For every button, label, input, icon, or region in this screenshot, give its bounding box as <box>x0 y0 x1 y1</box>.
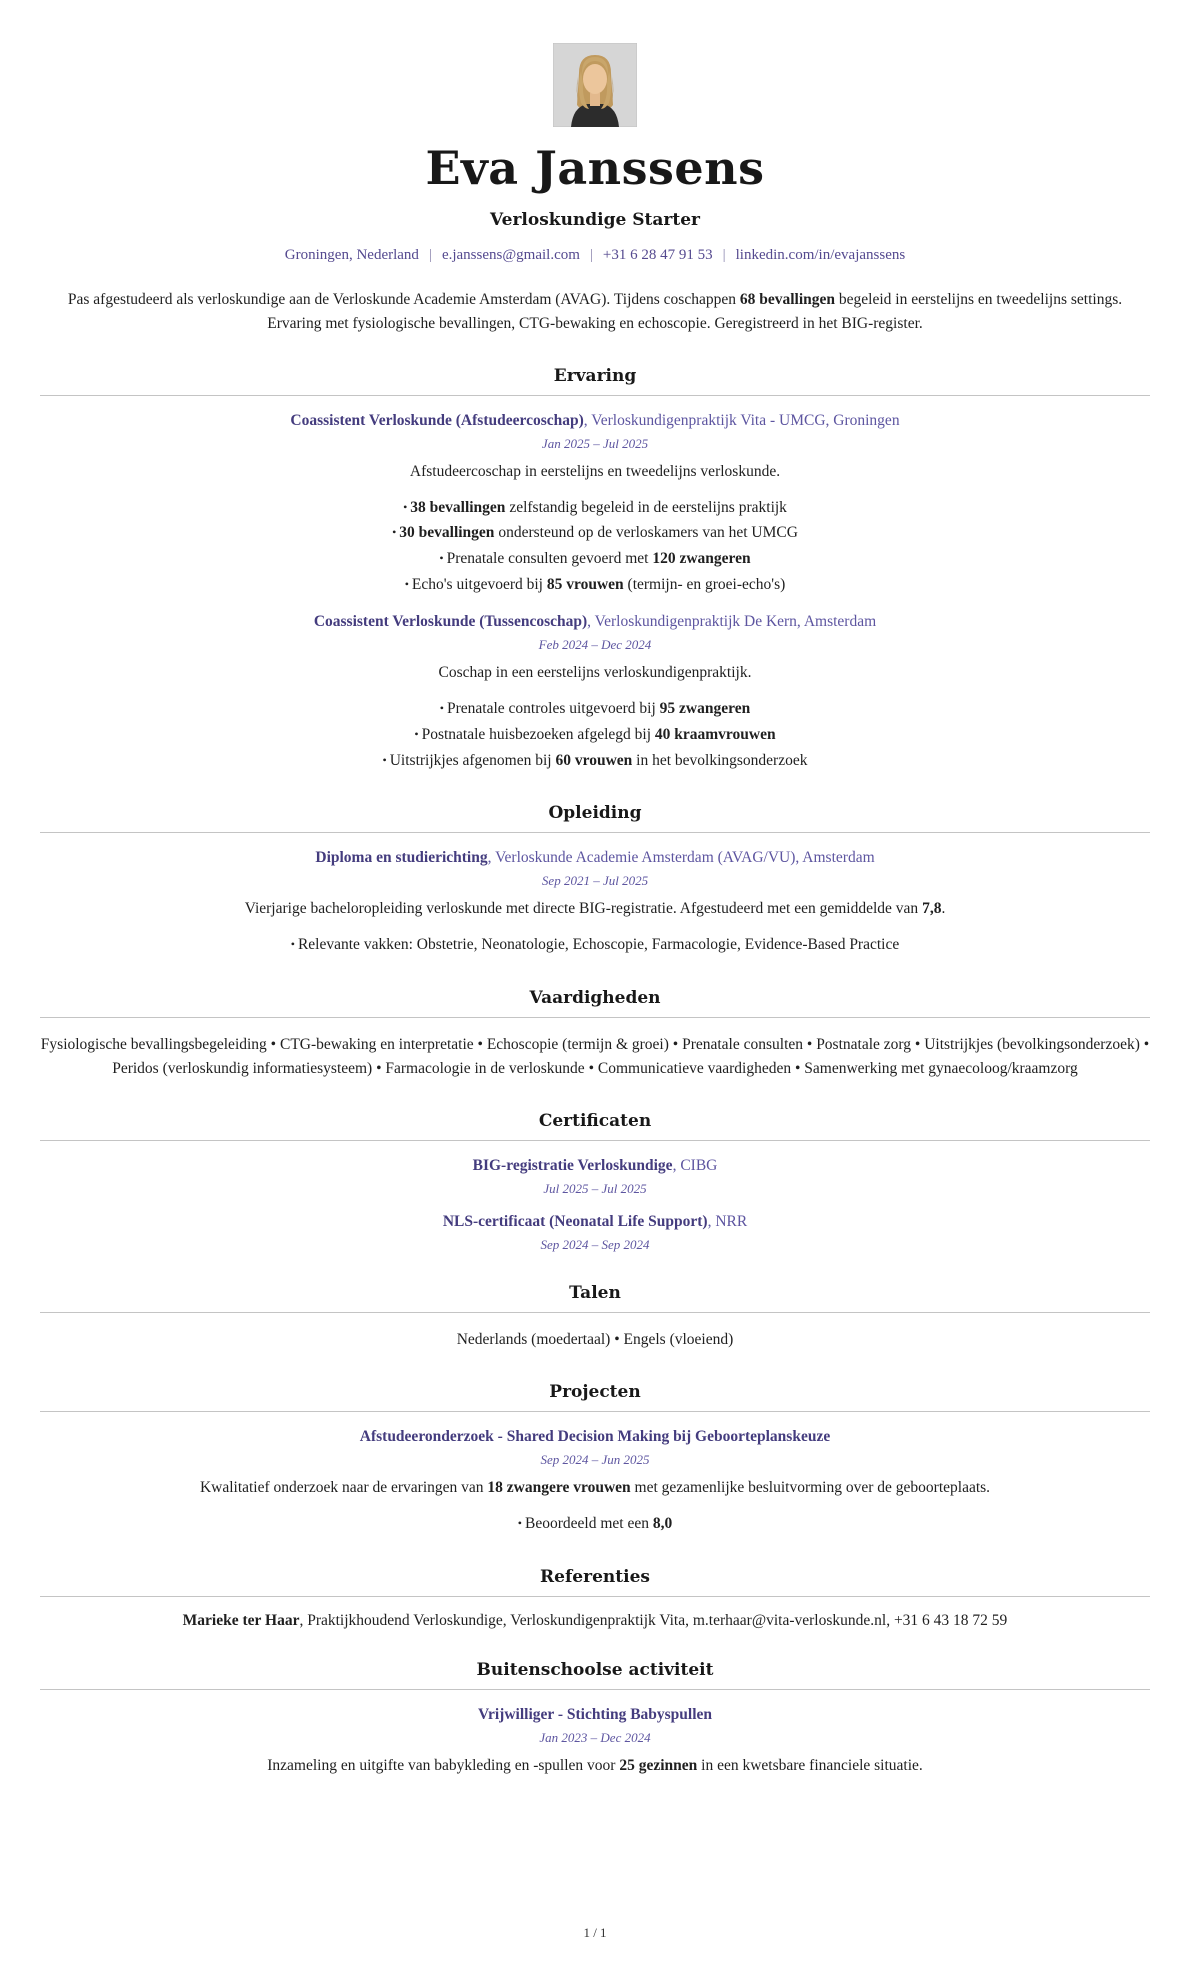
project-name: Afstudeeronderzoek - Shared Decision Making bij Geboorteplanskeuze <box>359 1427 831 1445</box>
bullet-highlight: 85 vrouwen <box>546 575 624 593</box>
section-divider <box>40 1140 1150 1141</box>
description-highlight: 18 zwangere vrouwen <box>487 1478 631 1496</box>
bullet-item <box>40 572 1150 598</box>
entry-dates: Jan 2023 – Dec 2024 <box>539 1729 651 1745</box>
section-heading: Opleiding <box>548 803 642 824</box>
description-text: in een kwetsbare financiele situatie. <box>697 1756 923 1774</box>
description-text: Vierjarige bacheloropleiding verloskunde met directe BIG-registratie. Afgestudeerd met een gemiddelde van <box>244 900 923 918</box>
entry-title-line <box>40 849 1150 867</box>
section-divider <box>40 832 1150 833</box>
section-heading: Projecten <box>549 1381 641 1402</box>
name-heading: Eva Janssens <box>425 141 765 195</box>
entry-description: Coschap in een eerstelijns verloskundigenpraktijk. <box>438 664 752 682</box>
section-heading: Vaardigheden <box>529 987 661 1008</box>
entry-description <box>40 1754 1150 1777</box>
bullet-item <box>40 748 1150 774</box>
entry-title-line <box>40 1706 1150 1724</box>
certificate-name: BIG-registratie Verloskundige <box>472 1156 673 1174</box>
description-text: Kwalitatief onderzoek naar de ervaringen van <box>199 1478 488 1496</box>
section-divider <box>40 1689 1150 1690</box>
skills-list: Fysiologische bevallingsbegeleiding • CTG-bewaking en interpretatie • Echoscopie (termijn & groei) • Prenatale consulten • Postnatale zorg • Uitstrijkjes (bevolkingsonderzoek) • Peridos (verloskundig informatiesysteem) • Farmacologie in de verloskunde • Communicatieve vaardigheden • Samenwerking met gynaecoloog/kraamzorg <box>40 1035 1150 1077</box>
activity-name: Vrijwilliger - Stichting Babyspullen <box>477 1705 713 1723</box>
section-divider <box>40 1596 1150 1597</box>
bullet-list <box>40 495 1150 597</box>
education-entry <box>40 849 1150 958</box>
bullet-highlight: 8,0 <box>652 1515 673 1533</box>
bullet-highlight: 40 kraamvrouwen <box>654 725 776 743</box>
section-divider <box>40 1017 1150 1018</box>
entry-company: , Verloskundigenpraktijk De Kern, Amsterdam <box>587 613 877 631</box>
reference-line <box>40 1612 1150 1630</box>
reference-name: Marieke ter Haar <box>182 1611 300 1629</box>
certificate-entry <box>40 1157 1150 1197</box>
languages-list: Nederlands (moedertaal) • Engels (vloeiend) <box>456 1330 734 1348</box>
section-buitenschools <box>40 1660 1150 1777</box>
bullet-highlight: 60 vrouwen <box>555 751 633 769</box>
section-heading: Talen <box>569 1282 621 1303</box>
entry-title-line <box>40 1213 1150 1231</box>
job-title: Verloskundige Starter <box>490 209 700 230</box>
bullet-text: Postnatale huisbezoeken afgelegd bij <box>421 725 655 743</box>
section-referenties <box>40 1567 1150 1630</box>
entry-description: Afstudeercoschap in eerstelijns en tweedelijns verloskunde. <box>409 462 781 480</box>
entry-dates: Jan 2025 – Jul 2025 <box>541 435 649 451</box>
entry-title-line <box>40 1428 1150 1446</box>
description-text: met gezamenlijke besluitvorming over de geboorteplaats. <box>630 1478 991 1496</box>
resume-page <box>0 43 1190 1965</box>
section-opleiding <box>40 803 1150 958</box>
section-heading: Certificaten <box>538 1110 652 1131</box>
bullet-item <box>40 722 1150 748</box>
section-talen <box>40 1283 1150 1352</box>
bullet-list <box>40 932 1150 958</box>
contact-separator: | <box>589 246 593 263</box>
section-vaardigheden <box>40 988 1150 1081</box>
entry-title-line <box>40 412 1150 430</box>
bullet-item <box>40 1511 1150 1537</box>
entry-title-line <box>40 1157 1150 1175</box>
entry-dates: Sep 2024 – Jun 2025 <box>540 1451 650 1467</box>
certificate-issuer: , CIBG <box>672 1156 718 1174</box>
contact-email[interactable]: e.janssens@gmail.com <box>441 246 580 263</box>
entry-dates: Sep 2024 – Sep 2024 <box>540 1236 650 1252</box>
bullet-item <box>40 495 1150 521</box>
bullet-item <box>40 696 1150 722</box>
activity-entry <box>40 1706 1150 1777</box>
bullet-list <box>40 696 1150 773</box>
section-divider <box>40 395 1150 396</box>
certificate-name: NLS-certificaat (Neonatal Life Support) <box>442 1212 708 1230</box>
bullet-item: • Relevante vakken: Obstetrie, Neonatologie, Echoscopie, Farmacologie, Evidence-Based Practice <box>40 932 1150 958</box>
bullet-text: in het bevolkingsonderzoek <box>632 751 808 769</box>
section-divider <box>40 1312 1150 1313</box>
bullet-text: zelfstandig begeleid in de eerstelijns praktijk <box>505 498 787 516</box>
entry-description <box>40 1476 1150 1499</box>
bullet-text: Uitstrijkjes afgenomen bij <box>389 751 556 769</box>
description-highlight: 7,8 <box>922 900 942 918</box>
entry-description <box>40 897 1150 920</box>
bullet-text: Echo's uitgevoerd bij <box>411 575 547 593</box>
section-divider <box>40 1411 1150 1412</box>
contact-linkedin[interactable]: linkedin.com/in/evajanssens <box>735 246 906 263</box>
section-certificaten <box>40 1111 1150 1253</box>
bullet-item <box>40 546 1150 572</box>
page-number: 1 / 1 <box>583 1924 607 1940</box>
section-ervaring <box>40 366 1150 773</box>
description-text: . <box>941 900 946 918</box>
profile-photo <box>553 43 637 127</box>
bullet-text: Prenatale consulten gevoerd met <box>446 550 653 567</box>
contact-row <box>40 247 1150 264</box>
bullet-text: (termijn- en groei-echo's) <box>623 575 786 593</box>
bullet-highlight: 38 bevallingen <box>410 498 506 516</box>
entry-title-line <box>40 613 1150 631</box>
entry-dates: Sep 2021 – Jul 2025 <box>541 873 649 889</box>
bullet-text: Beoordeeld met een <box>525 1515 653 1533</box>
entry-role: Coassistent Verloskunde (Tussencoschap) <box>313 613 588 631</box>
entry-degree: Diploma en studierichting <box>315 849 488 867</box>
summary-text: begeleid in eerstelijns en tweedelijns settings. Ervaring met fysiologische bevallingen, CTG-bewaking en echoscopie. Geregistreerd in het BIG-register. <box>267 290 1123 332</box>
certificate-entry <box>40 1213 1150 1253</box>
reference-details: , Praktijkhoudend Verloskundige, Verloskundigenpraktijk Vita, m.terhaar@vita-verloskunde.nl, +31 6 43 18 72 59 <box>299 1611 1008 1629</box>
entry-company: , Verloskundigenpraktijk Vita - UMCG, Groningen <box>583 411 900 429</box>
experience-entry <box>40 613 1150 773</box>
experience-entry <box>40 412 1150 598</box>
section-heading: Referenties <box>540 1566 650 1587</box>
description-highlight: 25 gezinnen <box>619 1756 698 1774</box>
section-heading: Ervaring <box>553 365 637 386</box>
entry-dates: Feb 2024 – Dec 2024 <box>538 637 652 653</box>
contact-location: Groningen, Nederland <box>284 246 419 263</box>
contact-phone: +31 6 28 47 91 53 <box>602 246 713 263</box>
bullet-list <box>40 1511 1150 1537</box>
entry-dates: Jul 2025 – Jul 2025 <box>543 1180 647 1196</box>
bullet-item <box>40 520 1150 546</box>
bullet-text: Prenatale controles uitgevoerd bij <box>447 700 660 718</box>
description-text: Inzameling en uitgifte van babykleding en -spullen voor <box>267 1756 620 1774</box>
section-heading: Buitenschoolse activiteit <box>476 1659 714 1680</box>
entry-school: , Verloskunde Academie Amsterdam (AVAG/VU), Amsterdam <box>487 849 875 867</box>
contact-separator: | <box>428 246 432 263</box>
certificate-issuer: , NRR <box>707 1212 748 1230</box>
bullet-highlight: 120 zwangeren <box>652 550 751 567</box>
bullet-highlight: 30 bevallingen <box>399 524 495 542</box>
summary-text: Pas afgestudeerd als verloskundige aan de Verloskunde Academie Amsterdam (AVAG). Tijdens coschappen <box>67 290 740 308</box>
bullet-highlight: 95 zwangeren <box>659 700 751 718</box>
contact-separator: | <box>722 246 726 263</box>
section-projecten <box>40 1382 1150 1537</box>
profile-summary <box>55 288 1135 336</box>
project-entry <box>40 1428 1150 1537</box>
bullet-text: ondersteund op de verloskamers van het UMCG <box>494 524 798 542</box>
entry-role: Coassistent Verloskunde (Afstudeercoschap) <box>290 411 584 429</box>
summary-highlight: 68 bevallingen <box>739 290 836 308</box>
